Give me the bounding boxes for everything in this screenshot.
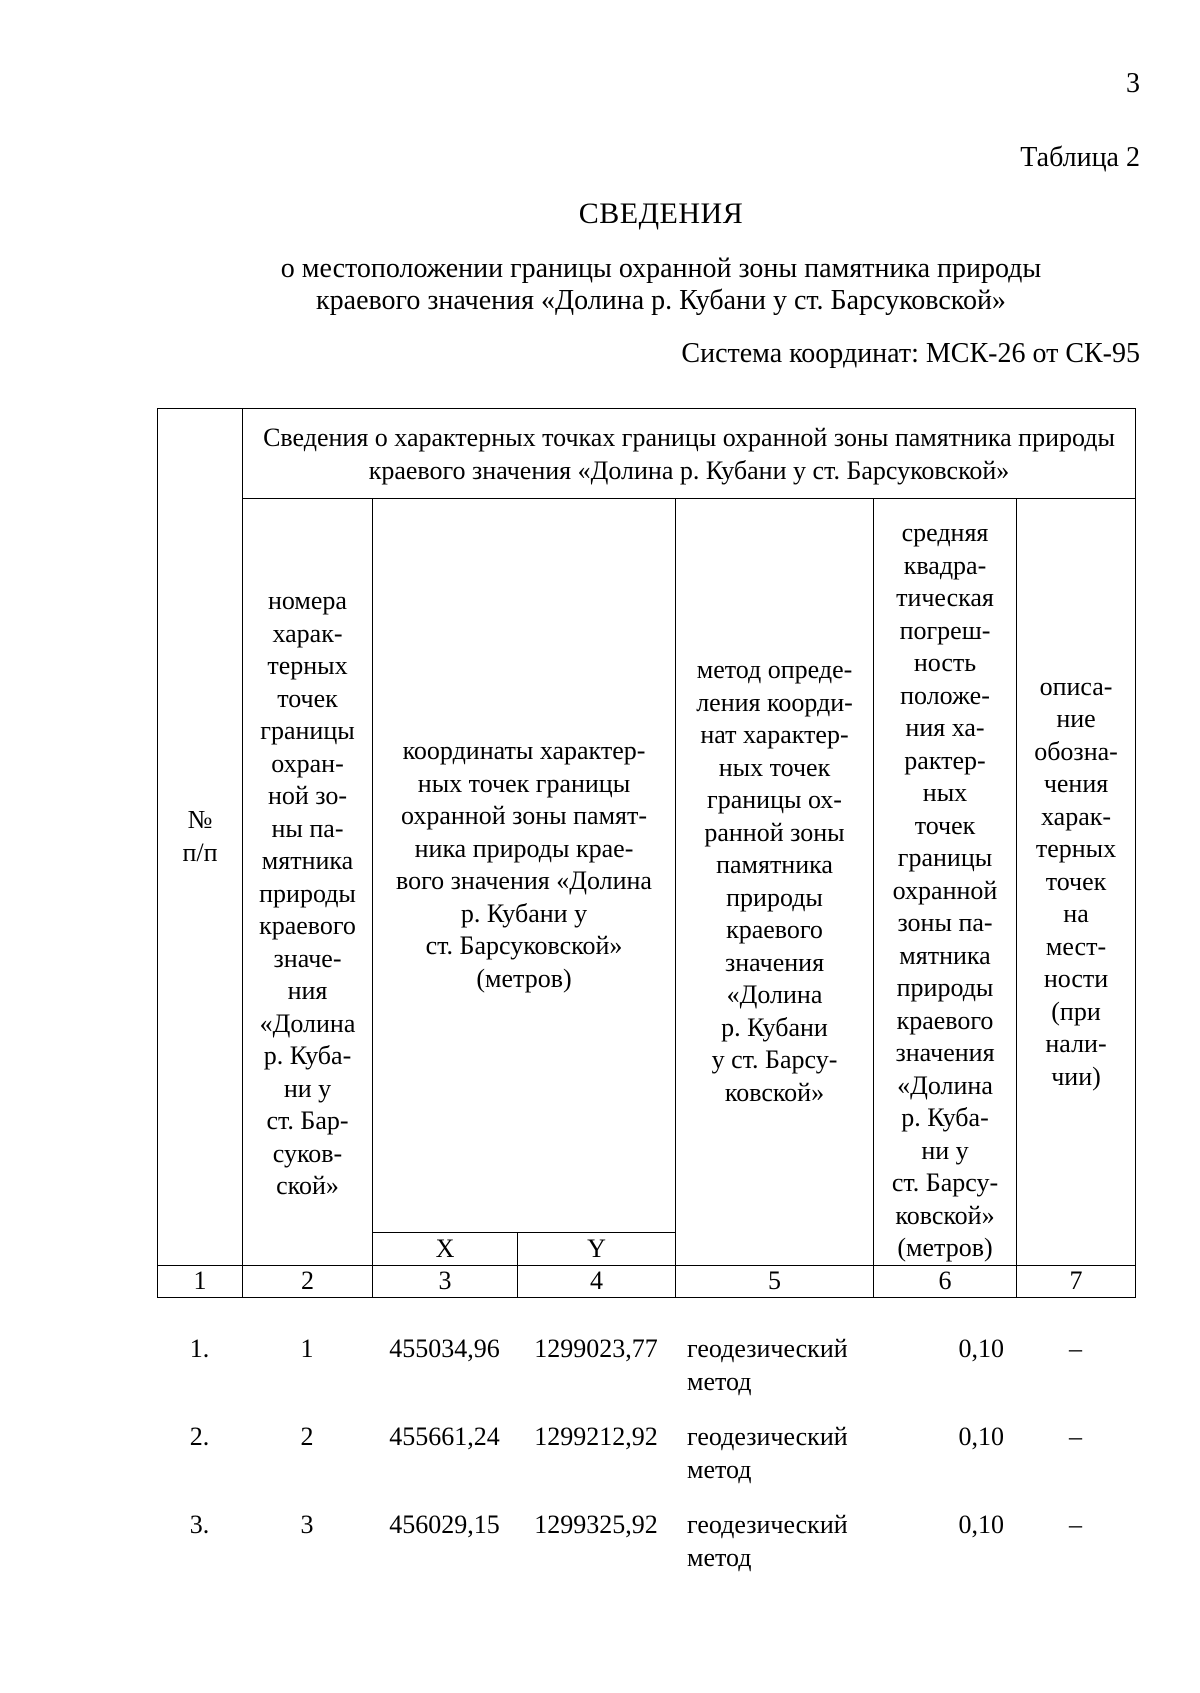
column-number: 2 — [243, 1265, 373, 1297]
table-row — [157, 1421, 1135, 1509]
description: – — [1069, 1510, 1082, 1539]
coord-x: 455661,24 — [389, 1422, 500, 1451]
column-number: 4 — [518, 1265, 676, 1297]
page-number: 3 — [1126, 68, 1140, 99]
column-number: 6 — [874, 1265, 1017, 1297]
coord-y: 1299212,92 — [534, 1422, 658, 1451]
header-method: метод опреде- ления коорди- нат характер- ных точек границы ох- ранной зоны памятника природы краевого значения «Долина р. Кубани у ст. Барсу- ковской» — [676, 499, 874, 1266]
point-number: 1 — [300, 1334, 314, 1363]
coord-x: 455034,96 — [389, 1334, 500, 1363]
row-number: 1. — [189, 1334, 210, 1363]
method: геодезический метод — [687, 1334, 848, 1396]
coord-y: 1299325,92 — [534, 1510, 658, 1539]
coord-x: 456029,15 — [389, 1510, 500, 1539]
header-x: X — [373, 1232, 518, 1265]
point-number: 2 — [300, 1422, 314, 1451]
error: 0,10 — [958, 1422, 1004, 1451]
method: геодезический метод — [687, 1510, 848, 1572]
header-group: Сведения о характерных точках границы охранной зоны памятника природы краевого значения «Долина р. Кубани у ст. Барсуковской» — [243, 409, 1136, 499]
table-row — [157, 1333, 1135, 1421]
point-number: 3 — [300, 1510, 314, 1539]
method: геодезический метод — [687, 1422, 848, 1484]
row-number: 3. — [189, 1510, 210, 1539]
table-row — [157, 1509, 1135, 1597]
boundary-points-table — [157, 408, 1136, 1298]
column-number: 1 — [158, 1265, 243, 1297]
column-number: 3 — [373, 1265, 518, 1297]
document-subtitle: о местоположении границы охранной зоны памятника природы краевого значения «Долина р. Кубани у ст. Барсуковской» — [280, 253, 1042, 316]
column-number: 5 — [676, 1265, 874, 1297]
data-rows — [157, 1333, 1135, 1597]
description: – — [1069, 1334, 1082, 1363]
error: 0,10 — [958, 1510, 1004, 1539]
error: 0,10 — [958, 1334, 1004, 1363]
row-number: 2. — [189, 1422, 210, 1451]
header-error: средняя квадра- тическая погреш- ность положе- ния ха- рактер- ных точек границы охранной зоны па- мятника природы краевого значения «Долина р. Куба- ни у ст. Барсу- ковской» (метров) — [874, 499, 1017, 1266]
header-y: Y — [518, 1232, 676, 1265]
header-point-numbers: номера харак- терных точек границы охран- ной зо- ны па- мятника природы краевого значе- ния «Долина р. Куба- ни у ст. Бар- суков- ской» — [243, 499, 373, 1266]
coord-y: 1299023,77 — [534, 1334, 658, 1363]
header-coordinates: координаты характер- ных точек границы охранной зоны памят- ника природы крае- вого значения «Долина р. Кубани у ст. Барсуковской» (метров) — [373, 499, 676, 1233]
description: – — [1069, 1422, 1082, 1451]
document-title: СВЕДЕНИЯ — [578, 197, 744, 230]
header-description: описа- ние обозна- чения харак- терных точек на мест- ности (при нали- чии) — [1017, 499, 1136, 1266]
header-row-number: № п/п — [158, 409, 243, 1266]
coordinate-system: Система координат: МСК-26 от СК-95 — [681, 338, 1140, 369]
column-number: 7 — [1017, 1265, 1136, 1297]
table-label: Таблица 2 — [1020, 142, 1140, 173]
